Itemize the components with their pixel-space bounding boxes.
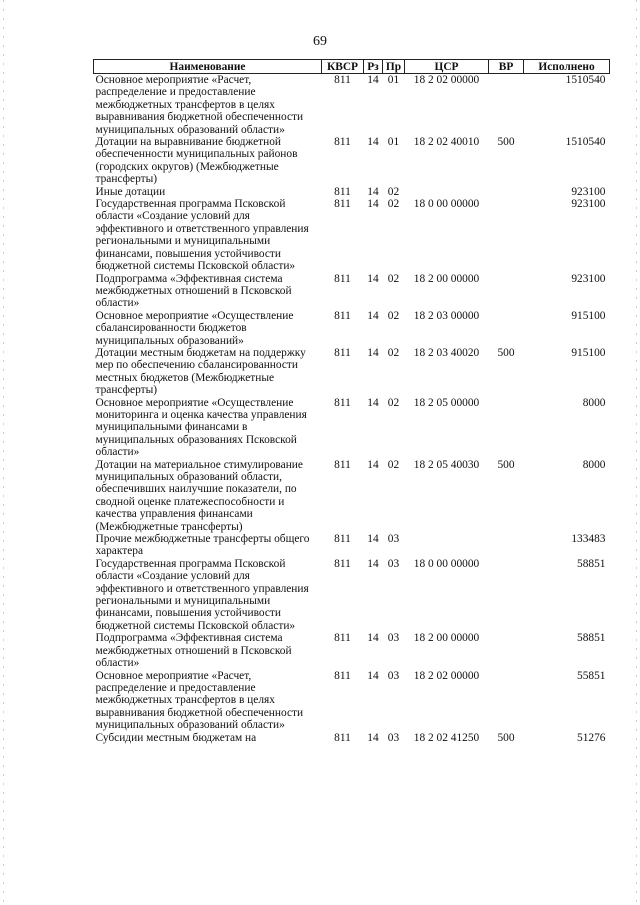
row-rz: 14 <box>367 185 379 198</box>
row-rz: 14 <box>367 557 379 570</box>
row-name: Государственная программа Псковской области «Создание условий для эффективного и ответственного управления региональными и муниципальными финансами, повышения устойчивости бюджетной системы Псковской области» <box>95 557 309 632</box>
row-vr <box>489 310 524 347</box>
table-row <box>94 670 610 732</box>
row-pr: 02 <box>387 198 400 211</box>
row-rz: 14 <box>367 731 379 744</box>
header-name: Наименование <box>94 60 322 74</box>
row-csr: 18 2 00 00000 <box>413 632 480 645</box>
row-vr: 500 <box>497 458 515 471</box>
row-rz: 14 <box>367 272 379 285</box>
row-kvsr: 811 <box>334 396 351 409</box>
table-header <box>94 60 610 74</box>
row-rz: 14 <box>367 198 379 211</box>
row-pr: 03 <box>387 632 400 645</box>
row-pr: 03 <box>387 533 400 546</box>
row-vr <box>489 198 524 272</box>
row-name: Дотации на выравнивание бюджетной обеспеченности муниципальных районов (городских округов) (Межбюджетные трансферты) <box>95 136 298 186</box>
row-csr: 18 2 05 00000 <box>413 396 480 409</box>
table-body <box>94 74 610 754</box>
left-scan-edge <box>3 0 4 905</box>
row-executed: 55851 <box>577 669 606 682</box>
header-csr: ЦСР <box>405 60 489 74</box>
row-name: Подпрограмма «Эффективная система межбюджетных отношений в Псковской области» <box>95 632 292 670</box>
row-pr: 02 <box>387 396 400 409</box>
row-pr: 03 <box>387 669 400 682</box>
row-vr: 500 <box>497 731 515 744</box>
row-rz: 14 <box>367 669 379 682</box>
row-pr: 01 <box>387 136 400 149</box>
row-rz: 14 <box>367 74 379 86</box>
row-pr: 03 <box>387 731 400 744</box>
row-pr: 01 <box>387 74 400 86</box>
row-pr: 02 <box>387 346 400 359</box>
row-csr: 18 2 02 00000 <box>413 74 480 86</box>
row-name: Основное мероприятие «Расчет, распределение и предоставление межбюджетных трансфертов в целях выравнивания бюджетной обеспеченности муниципальных образований области» <box>95 669 304 732</box>
header-rz: Рз <box>364 60 383 74</box>
header-pr: Пр <box>383 60 405 74</box>
row-kvsr: 811 <box>334 557 351 570</box>
right-scan-edge <box>636 0 637 905</box>
row-executed: 133483 <box>571 533 606 546</box>
row-rz: 14 <box>367 632 379 645</box>
row-executed: 1510540 <box>565 136 606 149</box>
row-name: Государственная программа Псковской области «Создание условий для эффективного и ответственного управления региональными и муниципальными финансами, повышения устойчивости бюджетной системы Псковской области» <box>95 198 309 273</box>
table-row <box>94 397 610 459</box>
row-kvsr: 811 <box>334 198 351 211</box>
row-name: Иные дотации <box>95 185 166 198</box>
row-vr: 500 <box>497 346 515 359</box>
page-number: 69 <box>313 34 327 49</box>
row-kvsr: 811 <box>334 731 351 744</box>
row-executed: 8000 <box>582 396 606 409</box>
row-rz: 14 <box>367 346 379 359</box>
table-row <box>94 558 610 632</box>
row-executed: 8000 <box>582 458 606 471</box>
header-kvsr: КВСР <box>322 60 364 74</box>
row-pr: 03 <box>387 557 400 570</box>
row-pr: 02 <box>387 309 400 322</box>
table-row <box>94 732 610 754</box>
table-row <box>94 186 610 198</box>
row-pr: 02 <box>387 185 400 198</box>
row-executed: 923100 <box>571 272 606 285</box>
row-vr <box>489 533 524 558</box>
row-kvsr: 811 <box>334 346 351 359</box>
row-name: Основное мероприятие «Осуществление мониторинга и оценка качества управления муниципальными финансами в муниципальных образованиях Псковской области» <box>95 396 307 459</box>
table-row <box>94 273 610 310</box>
table-row <box>94 74 610 137</box>
row-vr <box>489 74 524 137</box>
row-csr: 18 2 00 00000 <box>413 272 480 285</box>
row-kvsr: 811 <box>334 669 351 682</box>
header-vr: ВР <box>489 60 524 74</box>
row-rz: 14 <box>367 136 379 149</box>
table-row <box>94 347 610 397</box>
row-kvsr: 811 <box>334 309 351 322</box>
row-name: Основное мероприятие «Расчет, распределение и предоставление межбюджетных трансфертов в целях выравнивания бюджетной обеспеченности муниципальных образований области» <box>95 74 304 136</box>
row-executed: 915100 <box>571 309 606 322</box>
row-csr: 18 2 02 00000 <box>413 669 480 682</box>
row-csr: 18 0 00 00000 <box>413 557 480 570</box>
table-row <box>94 533 610 558</box>
row-csr <box>405 533 489 558</box>
row-kvsr: 811 <box>334 136 351 149</box>
row-csr: 18 2 03 40020 <box>413 346 480 359</box>
row-executed: 58851 <box>577 632 606 645</box>
row-vr: 500 <box>497 136 515 149</box>
row-vr <box>489 632 524 669</box>
row-name: Субсидии местным бюджетам на <box>95 731 257 744</box>
row-csr: 18 2 03 00000 <box>413 309 480 322</box>
row-name: Основное мероприятие «Осуществление сбалансированности бюджетов муниципальных образований» <box>95 309 294 347</box>
row-csr <box>405 186 489 198</box>
row-csr: 18 0 00 00000 <box>413 198 480 211</box>
row-kvsr: 811 <box>334 458 351 471</box>
row-vr <box>489 397 524 459</box>
header-executed: Исполнено <box>524 60 610 74</box>
row-kvsr: 811 <box>334 533 351 546</box>
row-kvsr: 811 <box>334 74 351 86</box>
row-executed: 58851 <box>577 557 606 570</box>
row-vr <box>489 670 524 732</box>
row-vr <box>489 558 524 632</box>
row-rz: 14 <box>367 458 379 471</box>
table-row <box>94 198 610 272</box>
row-executed: 51276 <box>577 731 606 744</box>
row-csr: 18 2 02 41250 <box>413 731 480 744</box>
row-kvsr: 811 <box>334 632 351 645</box>
row-csr: 18 2 02 40010 <box>413 136 480 149</box>
table-row <box>94 459 610 533</box>
row-rz: 14 <box>367 396 379 409</box>
row-csr: 18 2 05 40030 <box>413 458 480 471</box>
table-row <box>94 136 610 186</box>
row-vr <box>489 273 524 310</box>
row-kvsr: 811 <box>334 272 351 285</box>
row-executed: 923100 <box>571 185 606 198</box>
row-executed: 923100 <box>571 198 606 211</box>
row-name: Прочие межбюджетные трансферты общего характера <box>95 533 310 558</box>
row-name: Подпрограмма «Эффективная система межбюджетных отношений в Псковской области» <box>95 272 292 310</box>
row-vr <box>489 186 524 198</box>
budget-table <box>93 59 610 754</box>
row-kvsr: 811 <box>334 185 351 198</box>
row-name: Дотации местным бюджетам на поддержку мер по обеспечению сбалансированности местных бюджетов (Межбюджетные трансферты) <box>95 346 306 397</box>
row-rz: 14 <box>367 309 379 322</box>
table-row <box>94 632 610 669</box>
row-executed: 915100 <box>571 346 606 359</box>
row-pr: 02 <box>387 272 400 285</box>
table-row <box>94 310 610 347</box>
row-name: Дотации на материальное стимулирование муниципальных образований области, обеспечивших наилучшие показатели, по сводной оценке платежеспособности и качества управления финансами (Межбюджетные трансферты) <box>95 458 303 533</box>
row-pr: 02 <box>387 458 400 471</box>
row-rz: 14 <box>367 533 379 546</box>
row-executed: 1510540 <box>565 74 606 86</box>
